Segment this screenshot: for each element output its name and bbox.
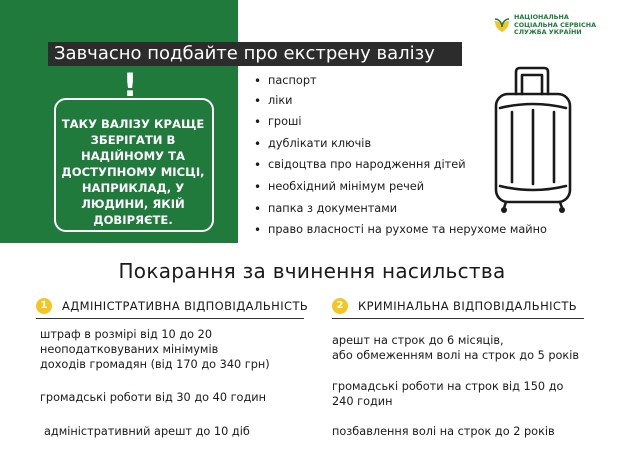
criminal-entry: позбавлення волі на строк до 2 років xyxy=(332,425,555,438)
admin-entry: громадські роботи від 30 до 40 годин xyxy=(40,391,266,404)
column-heading-label: АДМІНІСТРАТИВНА ВІДПОВІДАЛЬНІСТЬ xyxy=(62,299,309,313)
section-title: Покарання за вчинення насильства xyxy=(118,259,506,283)
column-heading-administrative xyxy=(36,298,308,314)
number-badge: 1 xyxy=(36,298,52,314)
heading-underline xyxy=(332,318,584,319)
list-item: • ліки xyxy=(254,94,293,108)
logo xyxy=(493,14,596,37)
exclamation-icon: ! xyxy=(122,66,138,104)
logo-line: СЛУЖБА УКРАЇНИ xyxy=(514,28,582,36)
tip-text: ТАКУ ВАЛІЗУ КРАЩЕ ЗБЕРІГАТИ В НАДІЙНОМУ ТА ДОСТУПНОМУ МІСЦІ, НАПРИКЛАД, У ЛЮДИНИ, ЯКІЙ ДОВІРЯЄТЕ. xyxy=(61,117,205,227)
logo-icon xyxy=(493,17,511,33)
logo-line: НАЦІОНАЛЬНА xyxy=(514,13,569,21)
logo-line: СОЦІАЛЬНА СЕРВІСНА xyxy=(514,20,597,29)
page-title: Завчасно подбайте про екстрену валізу xyxy=(54,43,435,64)
list-item: • гроші xyxy=(254,115,302,129)
number-badge: 2 xyxy=(332,298,348,314)
heading-underline xyxy=(36,318,304,319)
list-item: • свідоцтва про народження дітей xyxy=(254,158,466,172)
column-heading-criminal xyxy=(332,298,577,314)
list-item: • необхідний мінімум речей xyxy=(254,180,424,194)
logo-text xyxy=(514,14,596,37)
admin-entry: штраф в розмірі від 10 до 20 неоподатковуваних мінімумів доходів громадян (від 170 до 340 грн) xyxy=(40,328,270,371)
suitcase-icon xyxy=(478,64,588,216)
list-item: • право власності на рухоме та нерухоме майно xyxy=(254,223,547,237)
admin-entry: адміністративний арешт до 10 діб xyxy=(44,425,250,438)
criminal-entry: арешт на строк до 6 місяців, або обмеженням волі на строк до 5 років xyxy=(332,334,580,362)
criminal-entry: громадські роботи на строк від 150 до 240 годин xyxy=(332,380,564,408)
column-heading-label: КРИМІНАЛЬНА ВІДПОВІДАЛЬНІСТЬ xyxy=(358,299,578,313)
list-item: • паспорт xyxy=(254,74,317,88)
list-item: • дублікати ключів xyxy=(254,137,371,151)
list-item: • папка з документами xyxy=(254,202,397,216)
